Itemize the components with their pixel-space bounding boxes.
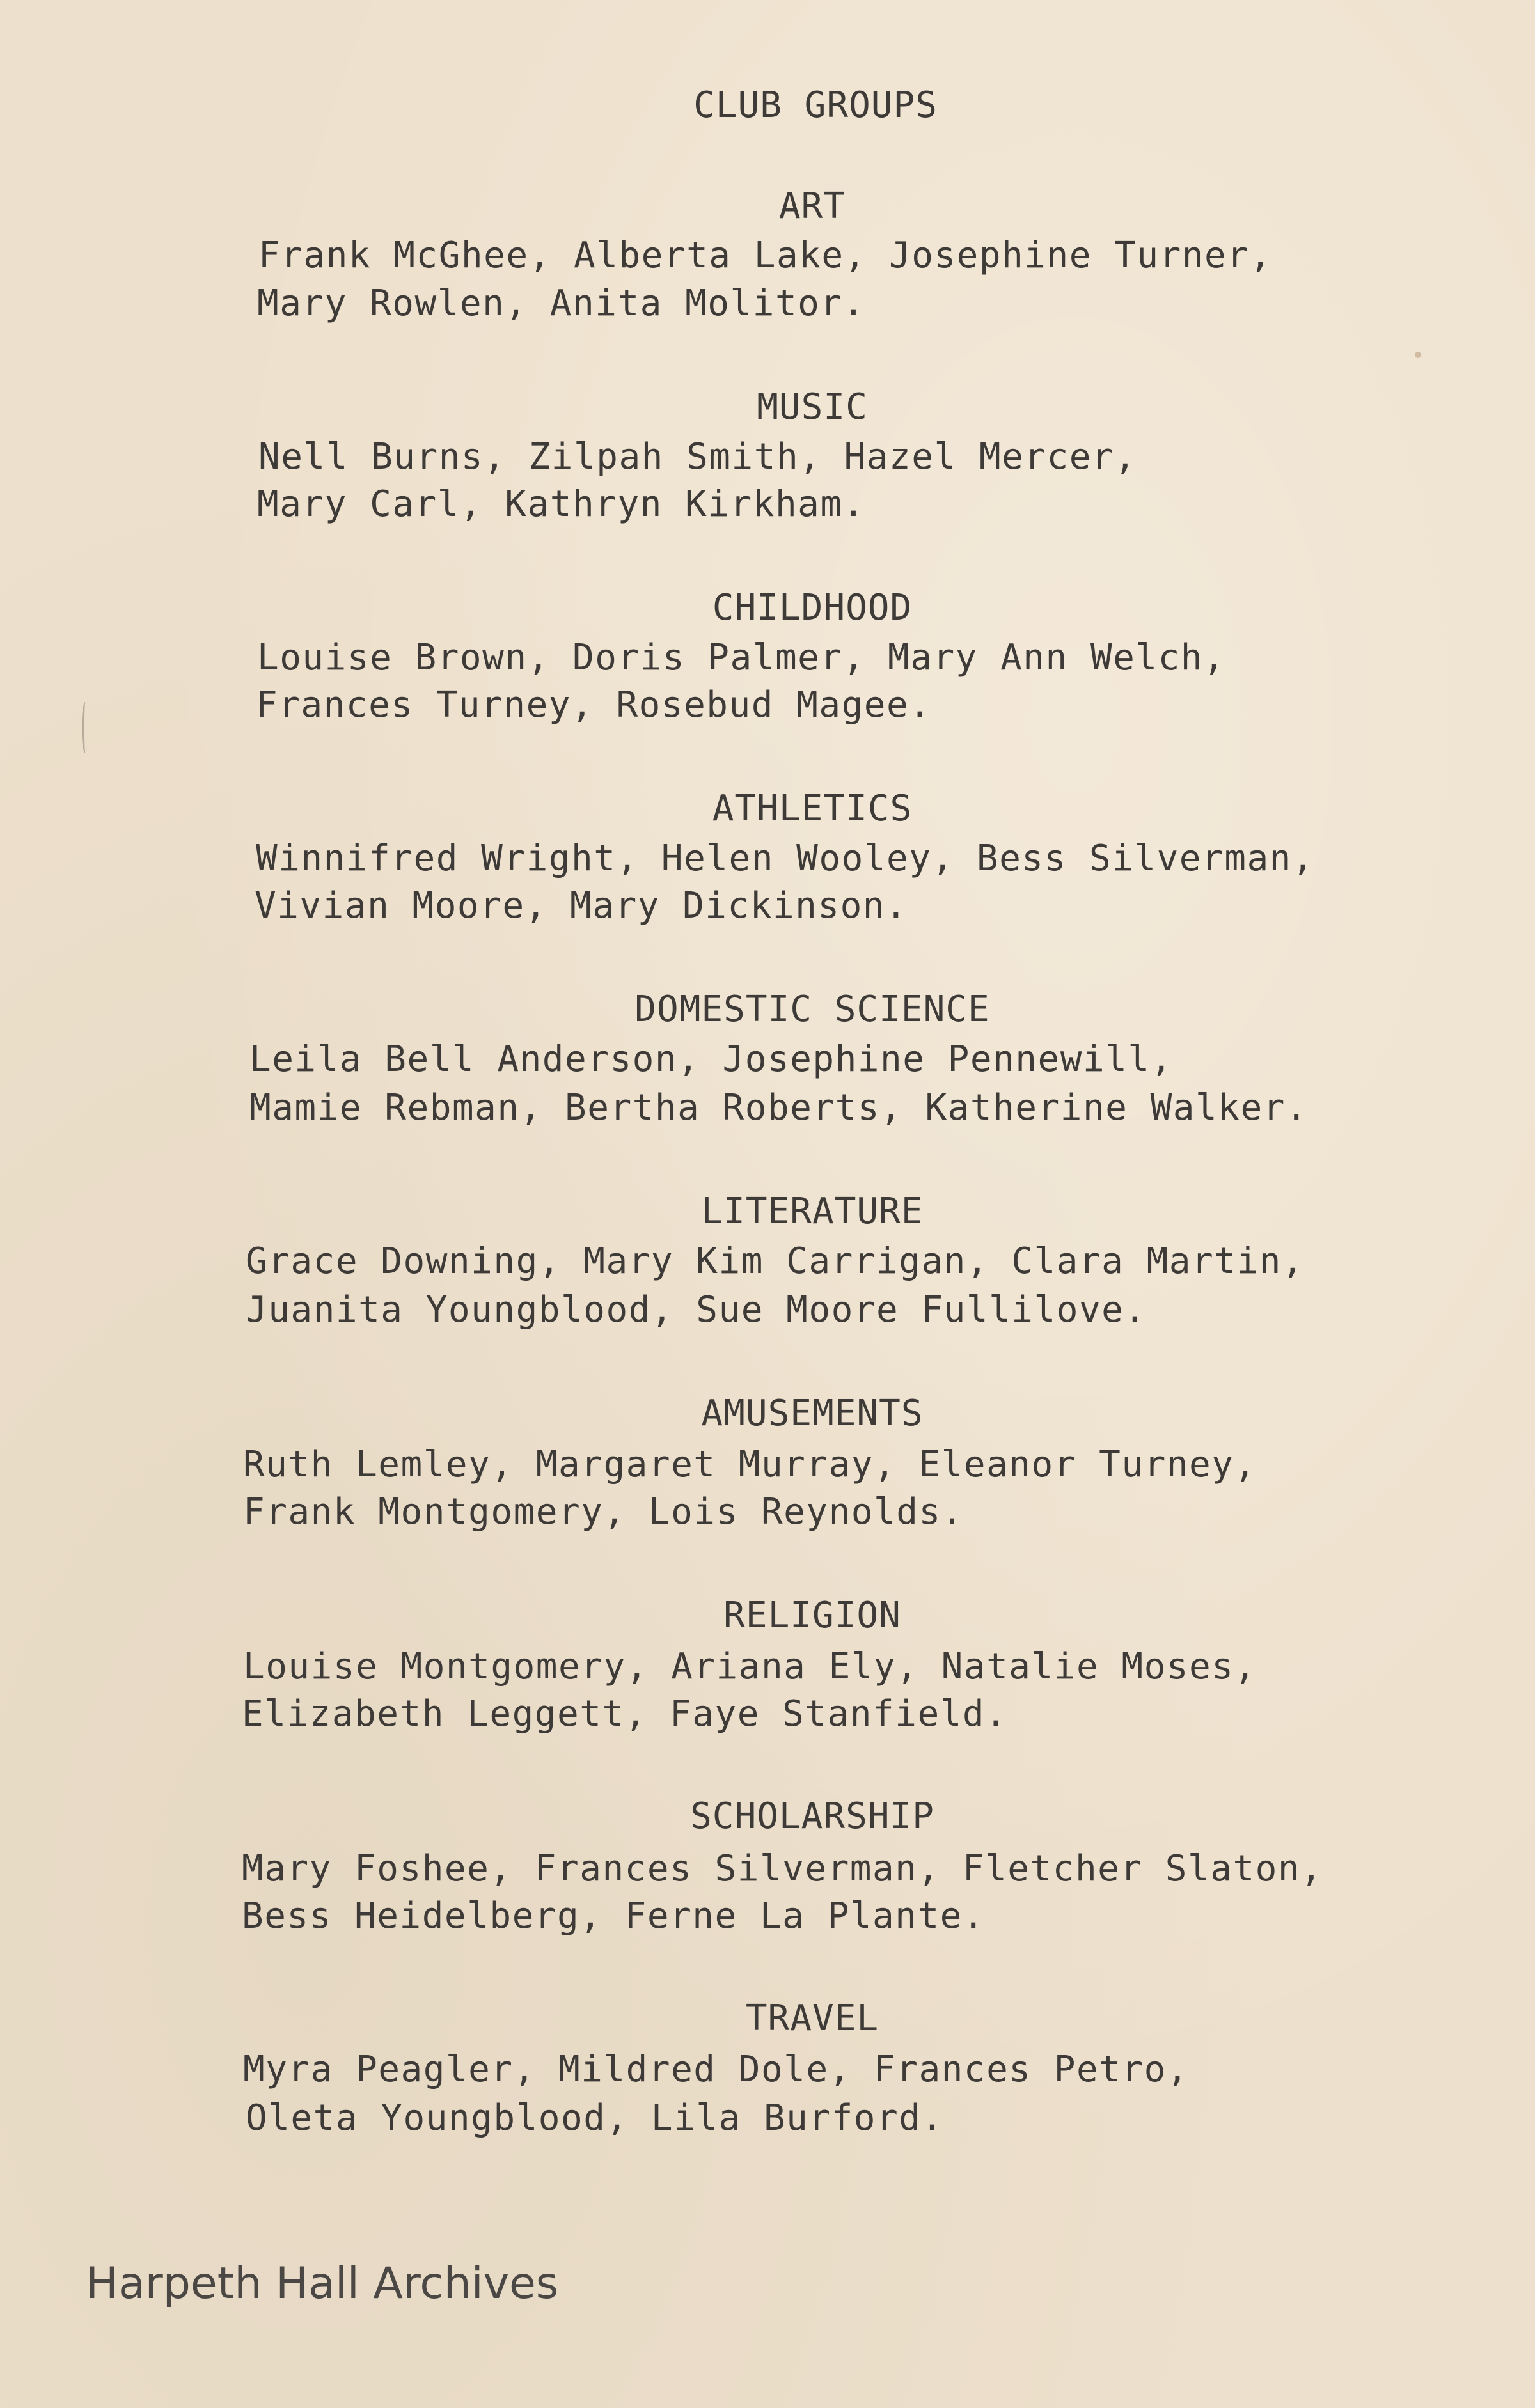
group-members-line: Leila Bell Anderson, Josephine Pennewill, — [249, 1038, 1173, 1080]
archive-watermark: Harpeth Hall Archives — [86, 2258, 559, 2309]
group-heading: TRAVEL — [745, 1998, 879, 2039]
group-members-line: Elizabeth Leggett, Faye Stanfield. — [242, 1693, 1008, 1735]
group-members-line: Frank McGhee, Alberta Lake, Josephine Turner, — [258, 235, 1272, 276]
group-members-line: Frances Turney, Rosebud Magee. — [256, 684, 932, 726]
group-members-line: Mary Foshee, Frances Silverman, Fletcher Slaton, — [242, 1848, 1323, 1889]
group-members-line: Winnifred Wright, Helen Wooley, Bess Silverman, — [256, 838, 1315, 879]
group-members-line: Nell Burns, Zilpah Smith, Hazel Mercer, — [258, 436, 1137, 478]
group-members-line: Louise Brown, Doris Palmer, Mary Ann Welch, — [257, 637, 1226, 678]
group-members-line: Frank Montgomery, Lois Reynolds. — [243, 1491, 964, 1533]
group-members-line: Mary Carl, Kathryn Kirkham. — [257, 483, 865, 525]
group-members-line: Juanita Youngblood, Sue Moore Fullilove. — [246, 1289, 1147, 1331]
group-heading: DOMESTIC SCIENCE — [634, 989, 990, 1030]
group-heading: ART — [778, 185, 846, 227]
page-title: CLUB GROUPS — [693, 84, 938, 126]
paper-spot — [1415, 352, 1421, 358]
group-members-line: Louise Montgomery, Ariana Ely, Natalie Moses, — [243, 1646, 1257, 1687]
group-heading: SCHOLARSHIP — [690, 1795, 934, 1837]
group-members-line: Mary Rowlen, Anita Molitor. — [257, 283, 865, 324]
group-heading: RELIGION — [723, 1595, 901, 1636]
group-members-line: Grace Downing, Mary Kim Carrigan, Clara Martin, — [246, 1240, 1305, 1282]
group-members-line: Mamie Rebman, Bertha Roberts, Katherine Walker. — [249, 1087, 1309, 1129]
margin-mark — [82, 702, 91, 753]
group-members-line: Vivian Moore, Mary Dickinson. — [255, 885, 908, 926]
group-members-line: Bess Heidelberg, Ferne La Plante. — [242, 1895, 986, 1937]
group-heading: AMUSEMENTS — [701, 1393, 924, 1434]
group-members-line: Ruth Lemley, Margaret Murray, Eleanor Turney, — [243, 1444, 1257, 1485]
group-heading: MUSIC — [757, 386, 868, 428]
group-members-line: Myra Peagler, Mildred Dole, Frances Petro, — [243, 2049, 1190, 2090]
group-members-line: Oleta Youngblood, Lila Burford. — [246, 2097, 944, 2139]
group-heading: LITERATURE — [701, 1191, 924, 1232]
group-heading: ATHLETICS — [712, 788, 913, 829]
group-heading: CHILDHOOD — [712, 587, 913, 629]
